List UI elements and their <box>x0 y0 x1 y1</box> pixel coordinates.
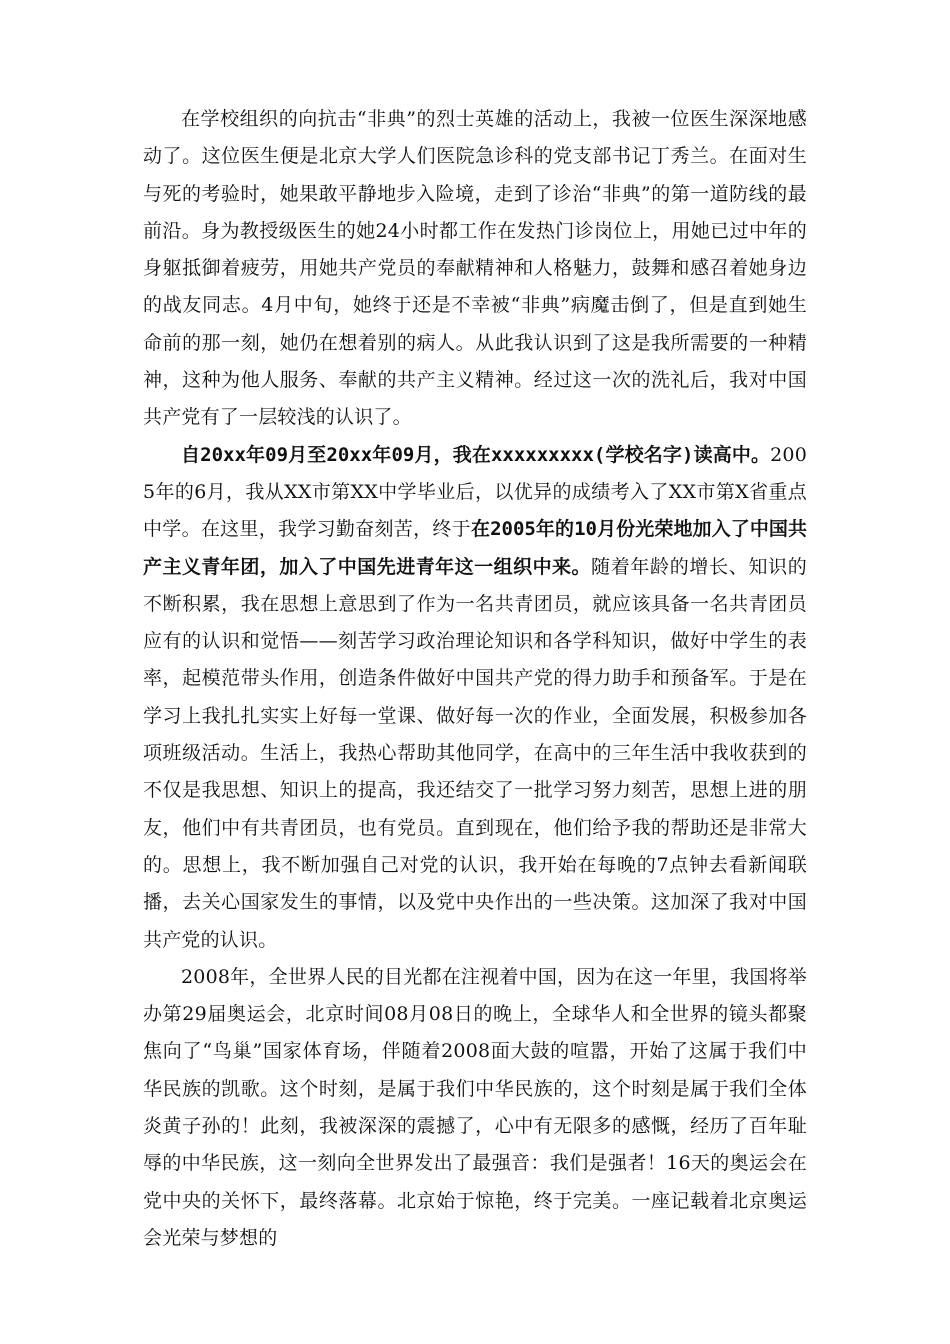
paragraph-text: 2008年，全世界人民的目光都在注视着中国，因为在这一年里，我国将举办第29届奥运会，北京时间08月08日的晚上，全球华人和全世界的镜头都聚焦向了“鸟巢”国家体育场，伴随着2008面大鼓的喧嚣，开始了这属于我们中华民族的凯歌。这个时刻，是属于我们中华民族的，这个时刻是属于我们全体炎黄子孙的！此刻，我被深深的震撼了，心中有无限多的感慨，经历了百年耻辱的中华民族，这一刻向全世界发出了最强音：我们是强者！16天的奥运会在党中央的关怀下，最终落幕。北京始于惊艳，终于完美。一座记载着北京奥运会光荣与梦想的 <box>143 965 807 1249</box>
paragraph-text: 随着年龄的增长、知识的不断积累，我在思想上意思到了作为一名共青团员，就应该具备一名共青团员应有的认识和觉悟——刻苦学习政治理论知识和各学科知识，做好中学生的表率，起模范带头作用，创造条件做好中国共产党的得力助手和预备军。于是在学习上我扎扎实实上好每一堂课、做好每一次的作业，全面发展，积极参加各项班级活动。生活上，我热心帮助其他同学，在高中的三年生活中我收获到的不仅是我思想、知识上的提高，我还结交了一批学习努力刻苦，思想上进的朋友，他们中有共青团员，也有党员。直到现在，他们给予我的帮助还是非常大的。思想上，我不断加强自己对党的认识，我开始在每晚的7点钟去看新闻联播，去关心国家发生的事情，以及党中央作出的一些决策。这加深了我对中国共产党的认识。 <box>143 555 807 951</box>
document-page <box>143 101 807 1257</box>
bold-sentence-league: 在2005年的10月份光荣地加入了中国共产主义青年团，加入了中国先进青年这一组织中来。 <box>143 518 808 578</box>
paragraph-high-school <box>143 437 807 959</box>
paragraph-sars-doctor <box>143 101 807 437</box>
paragraph-text: 2005年的6月，我从XX市第XX中学毕业后，以优异的成绩考入了XX市第X省重点中学。在这里，我学习勤奋刻苦，终于 <box>143 443 807 541</box>
paragraph-text: 在学校组织的向抗击“非典”的烈士英雄的活动上，我被一位医生深深地感动了。这位医生便是北京大学人们医院急诊科的党支部书记丁秀兰。在面对生与死的考验时，她果敢平静地步入险境，走到了诊治“非典”的第一道防线的最前沿。身为教授级医生的她24小时都工作在发热门诊岗位上，用她已过中年的身躯抵御着疲劳，用她共产党员的奉献精神和人格魅力，鼓舞和感召着她身边的战友同志。4月中旬，她终于还是不幸被“非典”病魔击倒了，但是直到她生命前的那一刻，她仍在想着别的病人。从此我认识到了这是我所需要的一种精神，这种为他人服务、奉献的共产主义精神。经过这一次的洗礼后，我对中国共产党有了一层较浅的认识了。 <box>143 108 807 429</box>
paragraph-olympics <box>143 959 807 1257</box>
bold-sentence-high-school: 自20xx年09月至20xx年09月，我在xxxxxxxxx(学校名字)读高中。 <box>181 443 771 466</box>
